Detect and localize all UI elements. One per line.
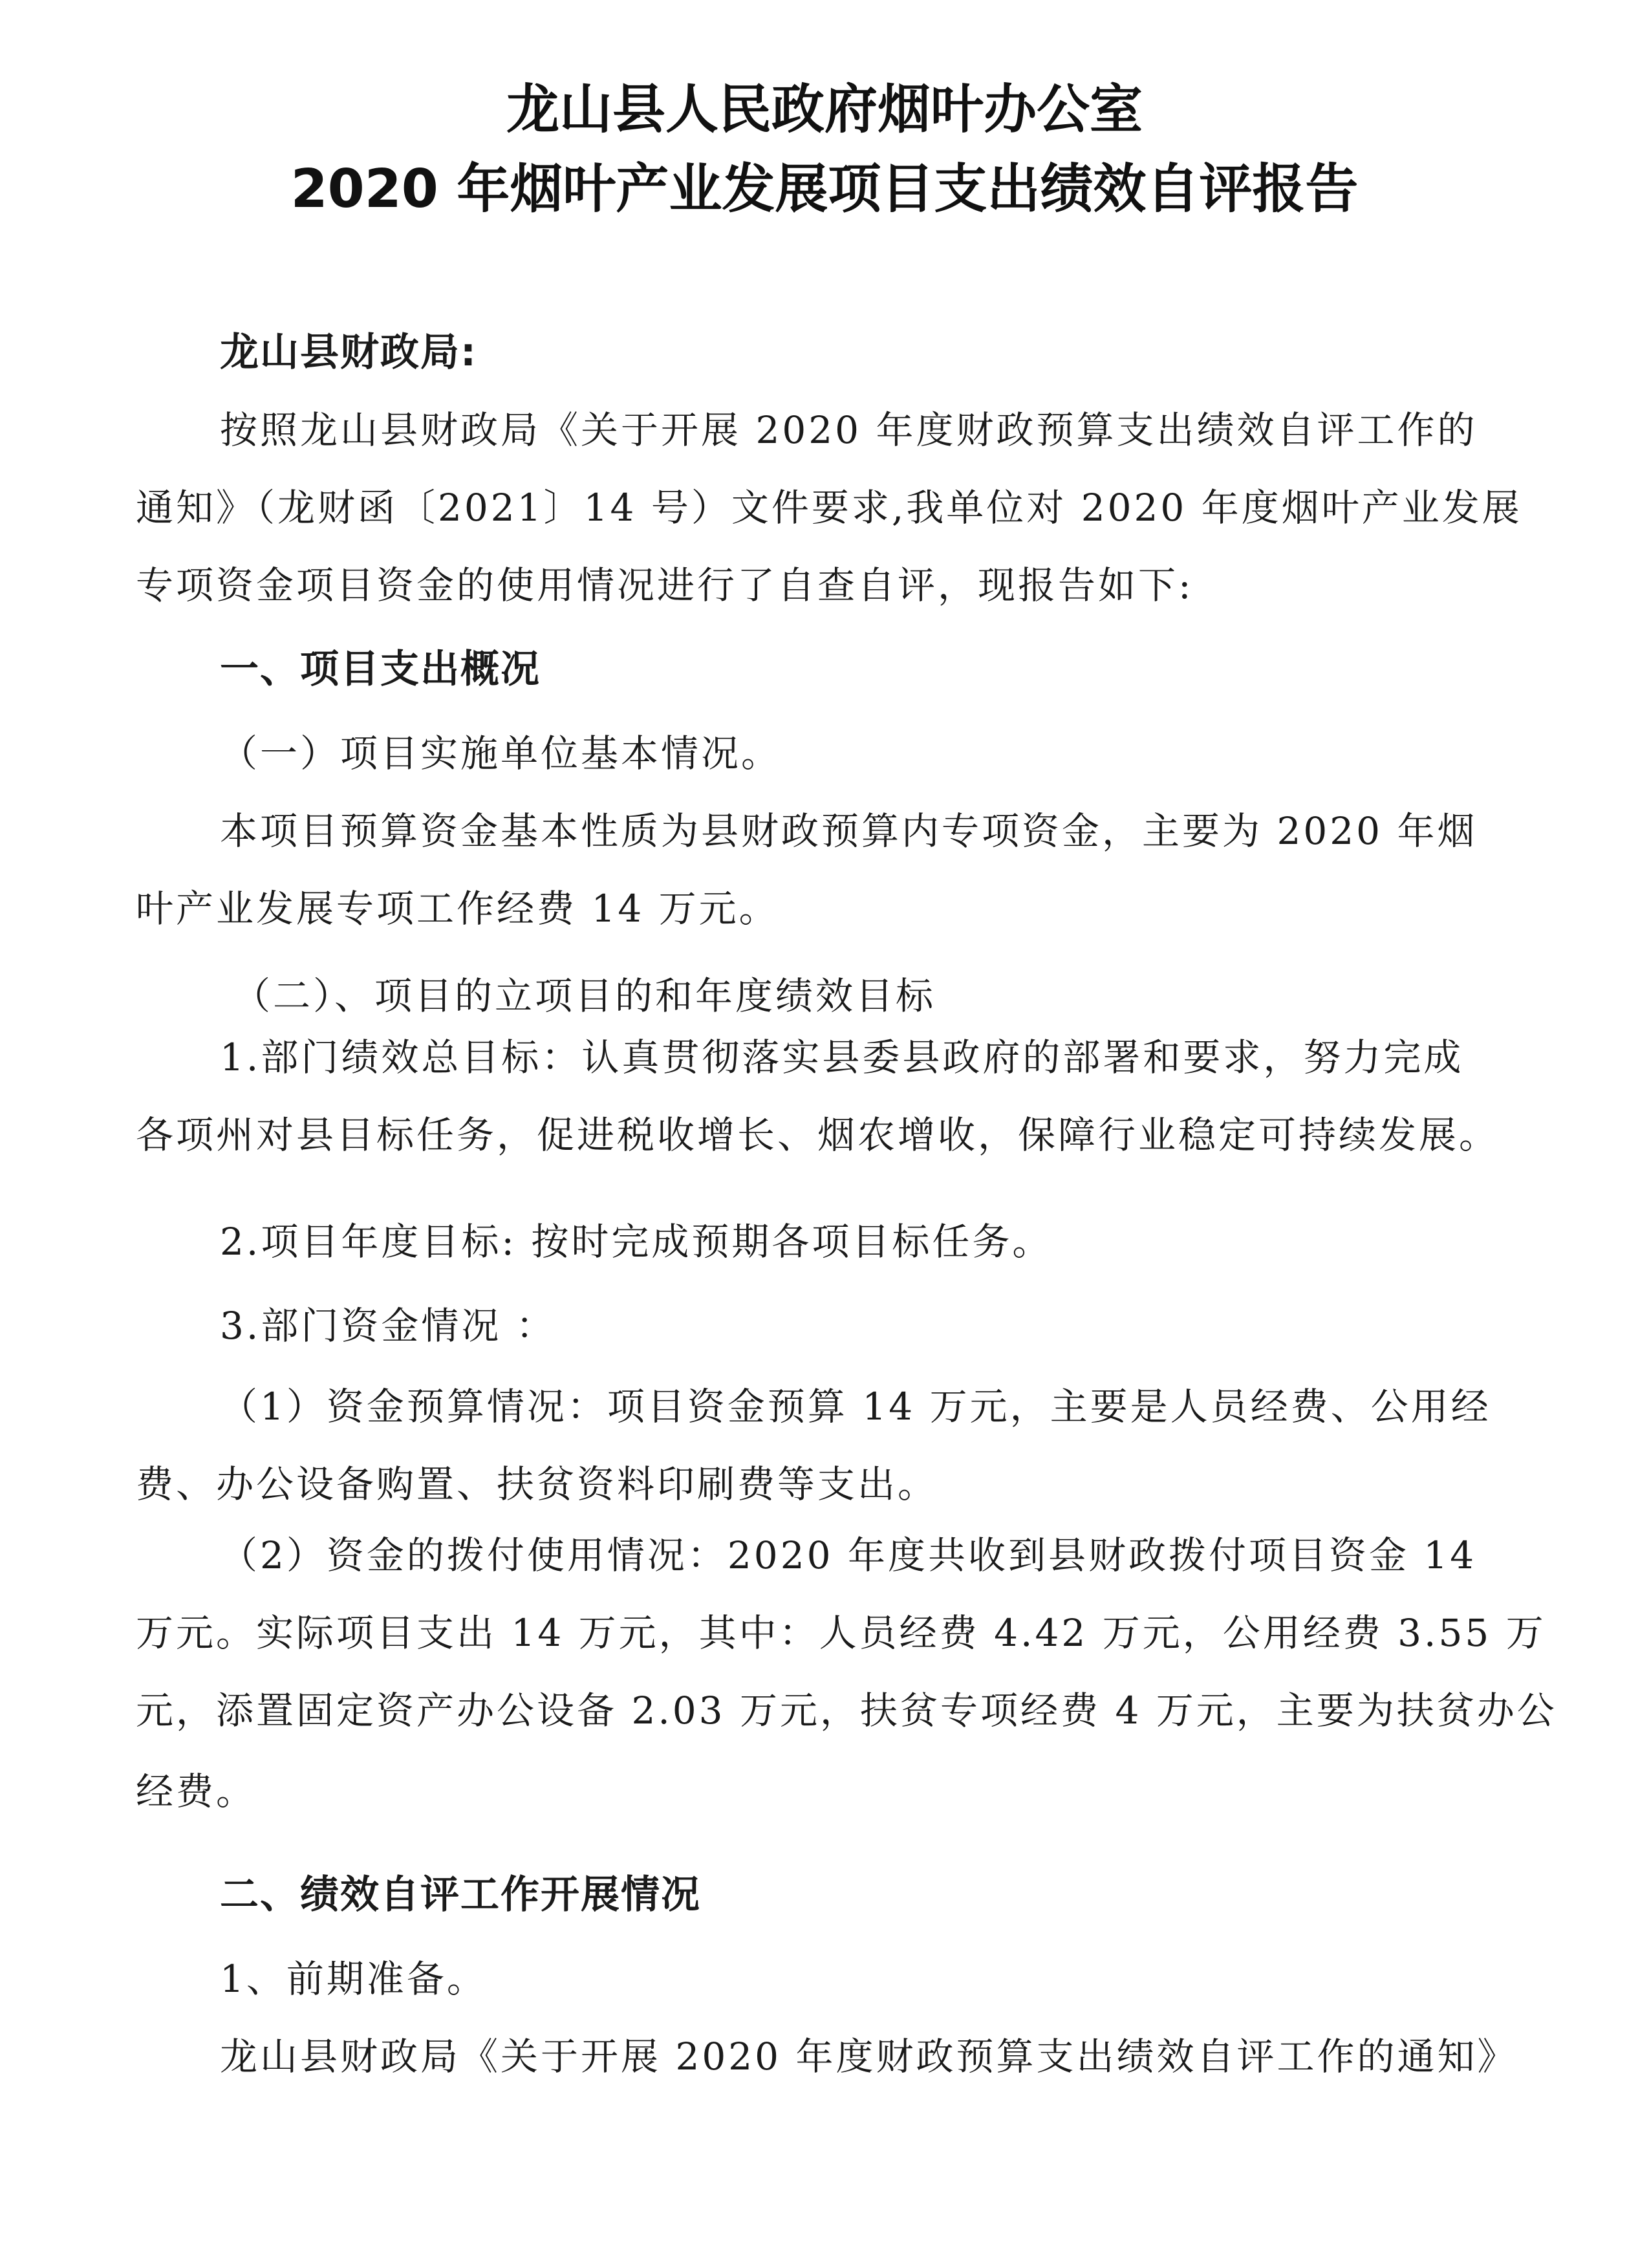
paragraph-line: 2.项目年度目标: 按时完成预期各项目标任务。 [220,1220,1053,1264]
paragraph-line: 3.部门资金情况 ： [220,1304,556,1348]
paragraph-line: 费、办公设备购置、扶贫资料印刷费等支出。 [136,1462,938,1506]
paragraph-line: 万元。实际项目支出 14 万元，其中：人员经费 4.42 万元，公用经费 3.55 万 [136,1611,1546,1655]
subsection-heading: （二）、项目的立项目的和年度绩效目标 [233,974,936,1018]
paragraph-line: 通知》（龙财函〔2021〕14 号）文件要求,我单位对 2020 年度烟叶产业发展 [136,486,1522,530]
subsection-heading: （一）项目实施单位基本情况。 [220,731,782,775]
document-title-line1: 龙山县人民政府烟叶办公室 [506,79,1143,140]
paragraph-line: 经费。 [136,1769,257,1813]
paragraph-line: 专项资金项目资金的使用情况进行了自查自评，现报告如下: [136,563,1194,607]
paragraph-line: 叶产业发展专项工作经费 14 万元。 [136,887,779,931]
paragraph-line: 1、前期准备。 [220,1957,487,2001]
paragraph-line: （1）资金预算情况：项目资金预算 14 万元，主要是人员经费、公用经 [220,1385,1491,1429]
paragraph-line: 1.部门绩效总目标：认真贯彻落实县委县政府的部署和要求，努力完成 [220,1035,1464,1079]
paragraph-line: 龙山县财政局《关于开展 2020 年度财政预算支出绩效自评工作的通知》 [220,2035,1518,2079]
paragraph-line: （2）资金的拨付使用情况：2020 年度共收到县财政拨付项目资金 14 [220,1533,1477,1577]
section-heading: 一、项目支出概况 [220,647,541,692]
document-title-line2: 2020 年烟叶产业发展项目支出绩效自评报告 [290,158,1359,220]
section-heading: 二、绩效自评工作开展情况 [220,1872,701,1917]
paragraph-line: 各项州对县目标任务，促进税收增长、烟农增收，保障行业稳定可持续发展。 [136,1113,1500,1157]
paragraph-line: 本项目预算资金基本性质为县财政预算内专项资金，主要为 2020 年烟 [220,809,1478,853]
salutation: 龙山县财政局: [220,330,477,375]
paragraph-line: 元，添置固定资产办公设备 2.03 万元，扶贫专项经费 4 万元，主要为扶贫办公 [136,1689,1557,1733]
paragraph-line: 按照龙山县财政局《关于开展 2020 年度财政预算支出绩效自评工作的 [220,408,1478,452]
